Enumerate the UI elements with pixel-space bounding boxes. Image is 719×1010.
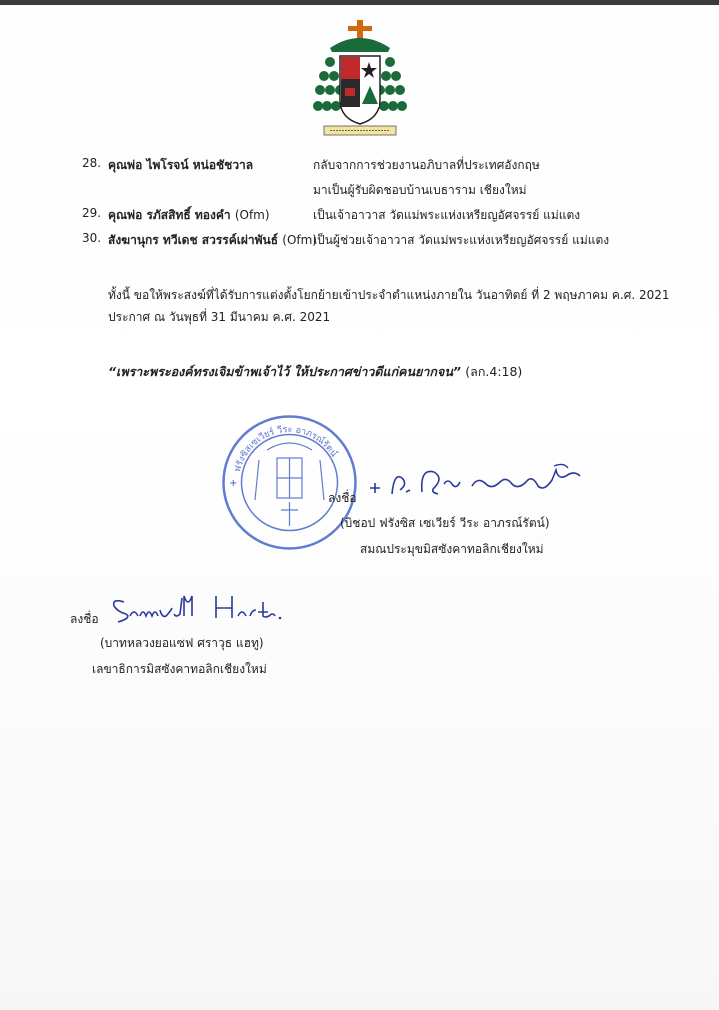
entry-desc: เป็นเจ้าอาวาส วัดแม่พระแห่งเหรียญอัศจรรย์ แม่แตง [313,208,581,222]
secretary-name: (บาทหลวงยอแซฟ ศราวุธ แฮทู) [100,636,264,650]
coat-of-arms-icon [310,18,410,140]
entry-name: คุณพ่อ ไพโรจน์ หน่อชัชวาล [108,158,254,172]
paragraph-line: ประกาศ ณ วันพุธที่ 31 มีนาคม ค.ศ. 2021 [108,310,331,324]
paragraph-line: ทั้งนี้ ขอให้พระสงฆ์ที่ได้รับการแต่งตั้งโยกย้ายเข้าประจำตำแหน่งภายใน วันอาทิตย์ ที่ 2 พฤษภาคม ค.ศ. 2021 [108,288,670,302]
entry-desc: กลับจากการช่วยงานอภิบาลที่ประเทศอังกฤษ [313,158,540,172]
entry-number: 30. [82,231,102,245]
entry-number: 29. [82,206,102,220]
entry-name: คุณพ่อ รภัสสิทธิ์ ทองคำ (Ofm) [108,208,270,222]
diocese-seal-icon [221,414,358,551]
bishop-title: สมณประมุขมิสซังคาทอลิกเชียงใหม่ [360,542,544,556]
svg-text:+: + [229,478,238,489]
entry-desc: มาเป็นผู้รับผิดชอบบ้านเบธาราม เชียงใหม่ [313,183,527,197]
announcement-paragraph [108,284,670,328]
entry-desc: เป็นผู้ช่วยเจ้าอาวาส วัดแม่พระแห่งเหรียญอัศจรรย์ แม่แตง [313,233,610,247]
entry-name: สังฆานุกร ทวีเดช สวรรค์เผ่าพันธ์ (Ofm) [108,233,317,247]
bishop-signature [364,458,604,502]
entry-number: 28. [82,156,102,170]
secretary-sign-label: ลงชื่อ [70,612,99,626]
secretary-title: เลขาธิการมิสซังคาทอลิกเชียงใหม่ [92,662,267,676]
bishop-sign-label: ลงชื่อ [328,491,357,505]
quote-reference: (ลก.4:18) [465,364,523,379]
secretary-signature [108,588,288,628]
top-edge [0,0,719,5]
bishop-name: (บิชอป ฟรังซิส เซเวียร์ วีระ อาภรณ์รัตน์) [340,516,550,530]
quote-text: “เพราะพระองค์ทรงเจิมข้าพเจ้าไว้ ให้ประกาศข่าวดีแก่คนยากจน” [108,364,461,379]
seal-text: ฟรังซิสเซเวียร์ วีระ อาภรณ์รัตน์ [232,424,339,474]
scripture-quote [108,362,522,382]
